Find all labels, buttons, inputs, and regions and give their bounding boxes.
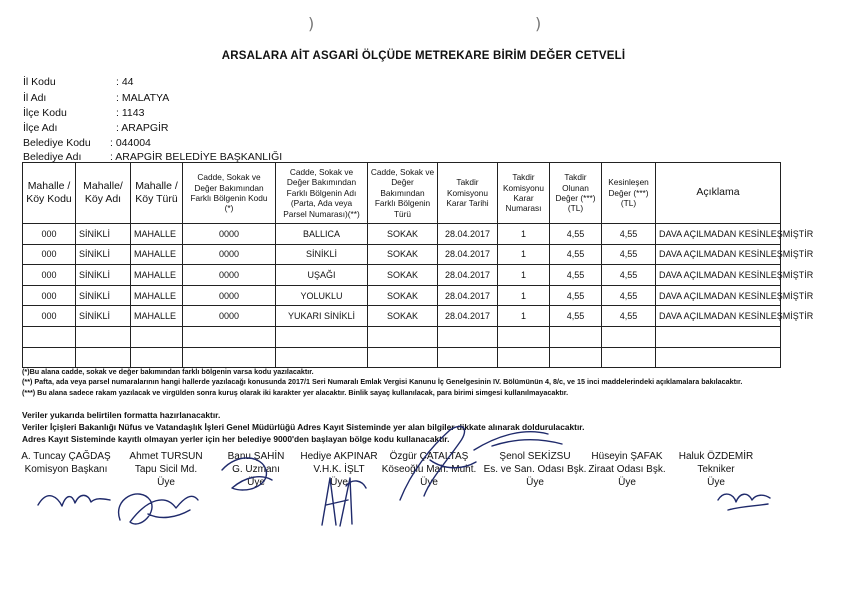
col-header: Takdir Komisyonu Karar Numarası [498,163,550,224]
table-cell: 000 [23,244,76,265]
signatory-role2: Üye [420,477,438,488]
signatory-name: Ahmet TURSUN [129,451,203,462]
table-cell: YOLUKLU [276,285,368,306]
meta-value: : ARAPGİR [116,122,169,134]
table-cell: 1 [498,285,550,306]
table-cell: 0000 [183,244,276,265]
meta-label: İl Adı [23,92,47,104]
table-cell: 4,55 [602,285,656,306]
table-cell: UŞAĞI [276,265,368,286]
signatory-name: Şenol SEKİZSU [499,451,571,462]
signatory-name: Hüseyin ŞAFAK [591,451,663,462]
table-cell: SOKAK [368,224,438,245]
col-header: Takdir Komisyonu Karar Tarihi [438,163,498,224]
table-cell: 1 [498,224,550,245]
table-cell: 28.04.2017 [438,224,498,245]
signatory-name: A. Tuncay ÇAĞDAŞ [21,451,111,462]
table-cell: 4,55 [602,244,656,265]
table-cell: 4,55 [602,224,656,245]
signature-scribble [322,478,366,526]
col-header: Mahalle / Köy Kodu [23,163,76,224]
meta-label: İl Kodu [23,76,56,88]
signatory-role2: Üye [526,477,544,488]
table-cell: 28.04.2017 [438,285,498,306]
table-cell: BALLICA [276,224,368,245]
meta-value: : ARAPGİR BELEDİYE BAŞKANLIĞI [110,151,283,163]
signature-scribble [718,494,770,510]
signature-scribble [400,426,476,500]
table-cell: SİNİKLİ [76,285,131,306]
table-cell: 1 [498,306,550,327]
table-cell: DAVA AÇILMADAN KESİNLEŞMİŞTİR [656,306,781,327]
table-cell: MAHALLE [131,265,183,286]
table-cell: DAVA AÇILMADAN KESİNLEŞMİŞTİR [656,265,781,286]
table-cell: MAHALLE [131,306,183,327]
table-cell: SOKAK [368,265,438,286]
footnote: (**) Pafta, ada veya parsel numaralarının hangi hallerde yazılacağı konusunda 2017/1 Seri Numaralı Emlak Vergisi Kanunu İç Genelgesinin IV. Bölümünün 4, 8/c, ve 15 inci maddelerindeki açıklamalara bakılacaktır. [22,377,743,386]
table-cell: DAVA AÇILMADAN KESİNLEŞMİŞTİR [656,224,781,245]
top-mark-left: ) [308,14,315,33]
footnote: (*)Bu alana cadde, sokak ve değer bakımından farklı bölgenin varsa kodu yazılacaktır. [22,367,314,376]
signatory-role: Es. ve San. Odası Bşk. [483,464,587,475]
table-cell: DAVA AÇILMADAN KESİNLEŞMİŞTİR [656,244,781,265]
signatory-role: Tekniker [697,464,735,475]
signatory-role: Komisyon Başkanı [24,464,108,475]
col-header: Mahalle/ Köy Adı [76,163,131,224]
table-cell: 4,55 [550,265,602,286]
meta-value: : MALATYA [116,92,170,104]
signatory-role2: Üye [157,477,175,488]
table-cell: MAHALLE [131,285,183,306]
table-cell: 4,55 [602,265,656,286]
table-cell: 000 [23,265,76,286]
signatory-role2: Üye [330,477,348,488]
table-cell: 28.04.2017 [438,306,498,327]
instruction-line: Adres Kayıt Sisteminde kayıtlı olmayan yerler için her belediye 9000'den başlayan bölge kodu kullanacaktır. [22,434,450,444]
meta-value: : 44 [116,76,134,88]
meta-label: Belediye Kodu [23,137,91,149]
col-header: Takdir Olunan Değer (***) (TL) [550,163,602,224]
table-cell: 0000 [183,306,276,327]
top-mark-right: ) [535,14,542,33]
table-cell: 1 [498,244,550,265]
signature-scribble [119,494,198,524]
table-cell: SİNİKLİ [76,306,131,327]
signature-scribble [38,495,110,506]
meta-value: : 044004 [110,137,151,149]
table-cell: 000 [23,224,76,245]
signatory-name: Özgür ÇATALTAŞ [389,451,469,462]
table-cell: 28.04.2017 [438,244,498,265]
table-cell: 4,55 [550,224,602,245]
instruction-line: Veriler İçişleri Bakanlığı Nüfus ve Vatandaşlık İşleri Genel Müdürlüğü Adres Kayıt Sisteminde yer alan bilgiler dikkate alınarak doldurulacaktır. [22,422,585,432]
signatory-role2: Üye [707,477,725,488]
meta-value: : 1143 [116,107,145,119]
table-cell: 0000 [183,224,276,245]
signatory-name: Haluk ÖZDEMİR [678,451,754,462]
col-header: Kesinleşen Değer (***) (TL) [602,163,656,224]
signatory-role: Ziraat Odası Bşk. [588,464,666,475]
document-title: ARSALARA AİT ASGARİ ÖLÇÜDE METREKARE BİRİM DEĞER CETVELİ [221,50,626,62]
table-cell: 0000 [183,265,276,286]
table-cell: 1 [498,265,550,286]
meta-label: İlçe Adı [23,122,58,134]
table-cell: MAHALLE [131,224,183,245]
footnote: (***) Bu alana sadece rakam yazılacak ve virgülden sonra kuruş olarak iki karakter yer alacaktır. Binlik sayaç kullanılacak, para birimi simgesi kullanılmayacaktır. [22,388,569,397]
table-cell: SİNİKLİ [76,265,131,286]
signatory-name: Banu ŞAHİN [227,451,285,462]
table-cell: YUKARI SİNİKLİ [276,306,368,327]
col-header: Mahalle / Köy Türü [131,163,183,224]
table-cell: 0000 [183,285,276,306]
signatory-role: Tapu Sicil Md. [134,464,198,475]
signatory-role: V.H.K. İŞLT [313,464,365,475]
table-cell: SİNİKLİ [76,224,131,245]
table-cell: 4,55 [550,285,602,306]
table-cell: 28.04.2017 [438,265,498,286]
meta-label: Belediye Adı [23,151,82,163]
signatory-role2: Üye [247,477,265,488]
col-header: Cadde, Sokak ve Değer Bakımından Farklı Bölgenin Türü [368,163,438,224]
signature-scribble [222,458,272,490]
table-cell: SOKAK [368,306,438,327]
meta-label: İlçe Kodu [23,107,67,119]
col-header: Cadde, Sokak ve Değer Bakımından Farklı Bölgenin Kodu (*) [183,163,276,224]
signatory-name: Hediye AKPINAR [300,451,378,462]
table-cell: 4,55 [602,306,656,327]
table-cell: SİNİKLİ [276,244,368,265]
signatory-role2: Üye [618,477,636,488]
instruction-line: Veriler yukarıda belirtilen formatta hazırlanacaktır. [22,410,221,420]
table-cell: 4,55 [550,306,602,327]
signature-scribble [474,432,562,450]
table-cell: SOKAK [368,285,438,306]
signatory-role: Köseoğlu Mah. Muht. [381,464,477,475]
table-cell: SOKAK [368,244,438,265]
table-cell: 000 [23,285,76,306]
table-cell: DAVA AÇILMADAN KESİNLEŞMİŞTİR [656,285,781,306]
col-header: Cadde, Sokak ve Değer Bakımından Farklı Bölgenin Adı (Parta, Ada veya Parsel Numarası)(**) [276,163,368,224]
table-cell: 4,55 [550,244,602,265]
table-cell: MAHALLE [131,244,183,265]
table-cell: SİNİKLİ [76,244,131,265]
col-header: Açıklama [656,163,781,224]
signatory-role: G. Uzmanı [232,464,280,475]
table-cell: 000 [23,306,76,327]
